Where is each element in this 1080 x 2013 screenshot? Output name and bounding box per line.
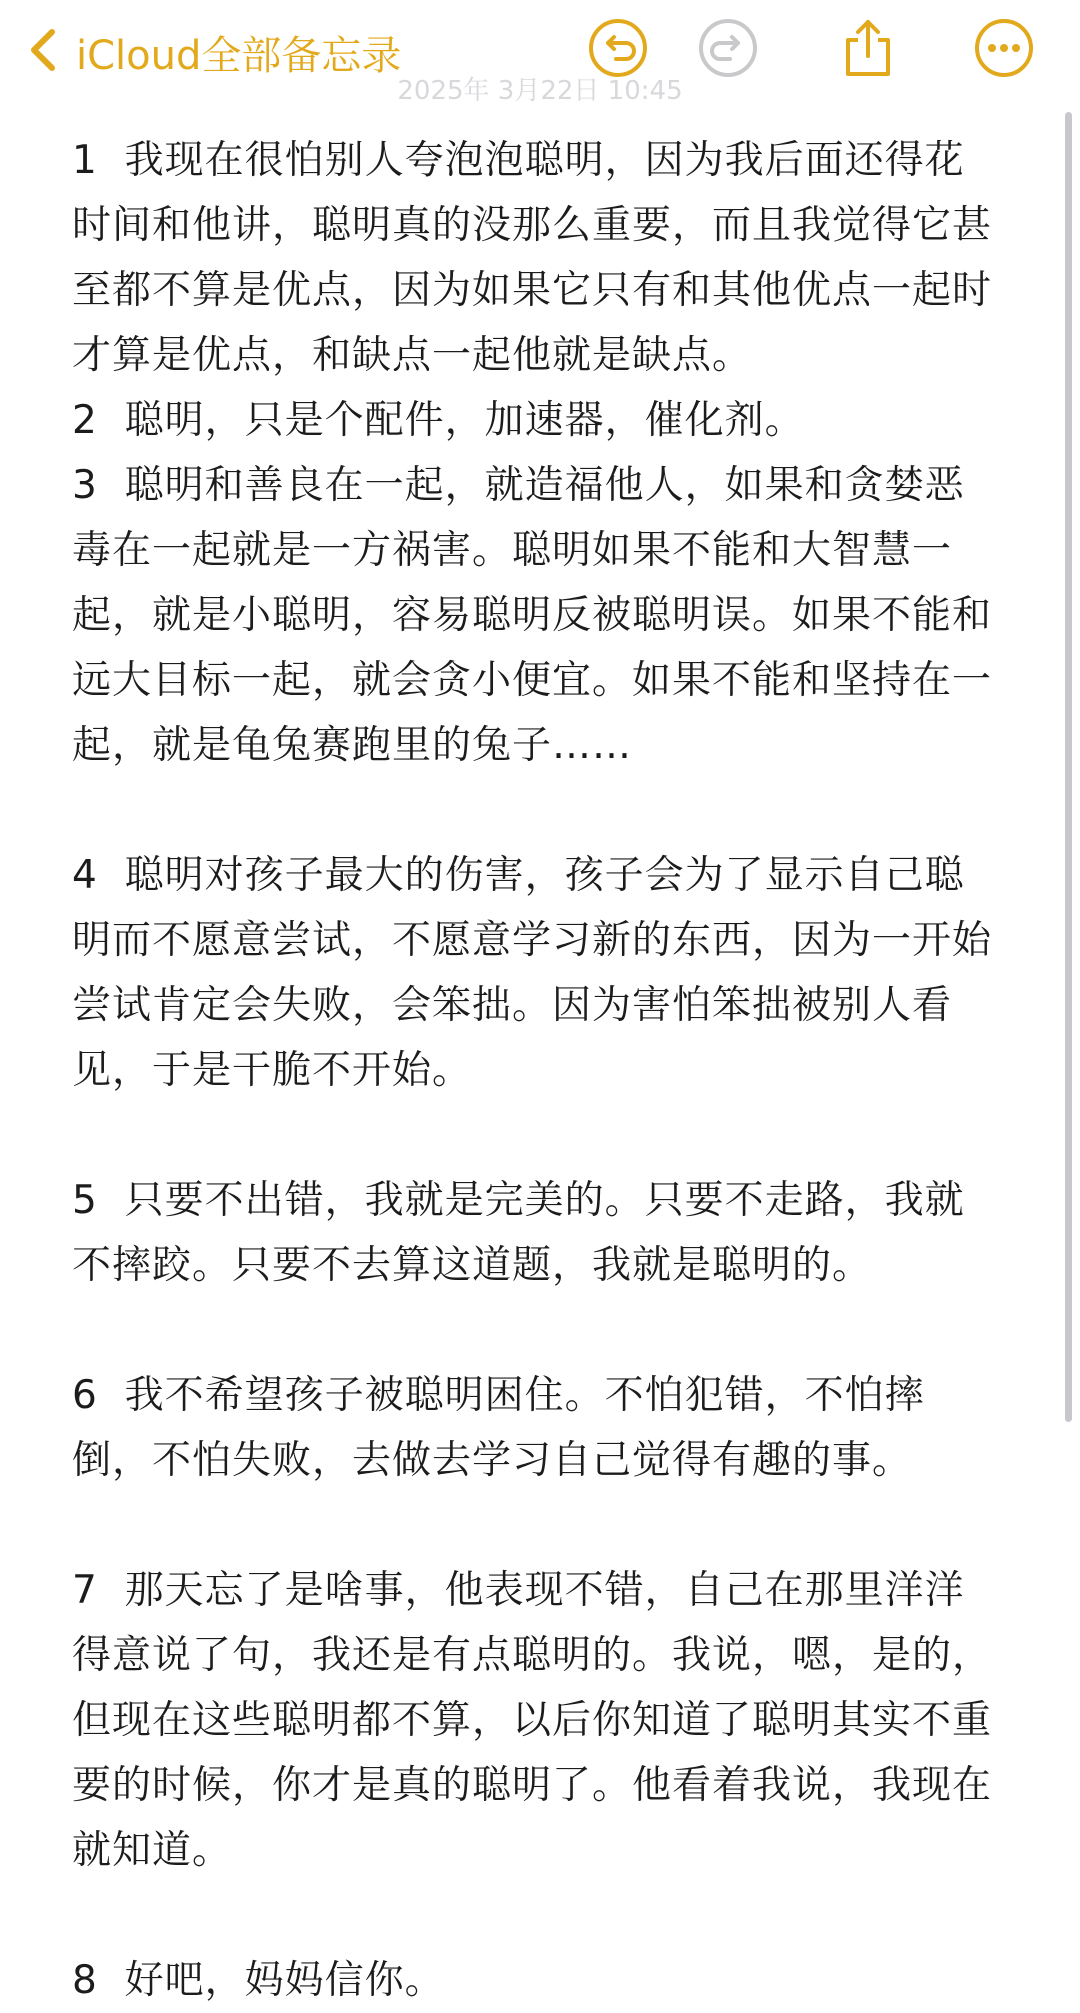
note-paragraph-4: 4 聪明对孩子最大的伤害，孩子会为了显示自己聪明而不愿意尝试，不愿意学习新的东西，因为一开始尝试肯定会失败，会笨拙。因为害怕笨拙被别人看见，于是干脆不开始。 — [72, 853, 993, 1093]
note-body[interactable] — [72, 128, 1002, 2013]
back-label: iCloud全部备忘录 — [76, 32, 402, 79]
note-paragraph-8: 8 好吧，妈妈信你。 — [72, 1958, 445, 2003]
note-paragraph-3: 3 聪明和善良在一起，就造福他人，如果和贪婪恶毒在一起就是一方祸害。聪明如果不能和大智慧一起，就是小聪明，容易聪明反被聪明误。如果不能和远大目标一起，就会贪小便宜。如果不能和坚持在一起，就是龟兔赛跑里的兔子…… — [72, 463, 993, 768]
note-paragraph-1: 1 我现在很怕别人夸泡泡聪明，因为我后面还得花时间和他讲，聪明真的没那么重要，而且我觉得它甚至都不算是优点，因为如果它只有和其他优点一起时才算是优点，和缺点一起他就是缺点。 — [72, 138, 993, 378]
note-paragraph-7: 7 那天忘了是啥事，他表现不错，自己在那里洋洋得意说了句，我还是有点聪明的。我说，嗯，是的，但现在这些聪明都不算，以后你知道了聪明其实不重要的时候，你才是真的聪明了。他看着我说，我现在就知道。 — [72, 1568, 993, 1873]
note-paragraph-2: 2 聪明，只是个配件，加速器，催化剂。 — [72, 398, 805, 443]
note-date: 2025年 3月22日 10:45 — [397, 76, 683, 106]
note-paragraph-6: 6 我不希望孩子被聪明困住。不怕犯错，不怕摔倒，不怕失败，去做去学习自己觉得有趣的事。 — [72, 1373, 925, 1483]
note-paragraph-5: 5 只要不出错，我就是完美的。只要不走路，我就不摔跤。只要不去算这道题，我就是聪明的。 — [72, 1178, 965, 1288]
scroll-indicator[interactable] — [1065, 112, 1072, 1422]
